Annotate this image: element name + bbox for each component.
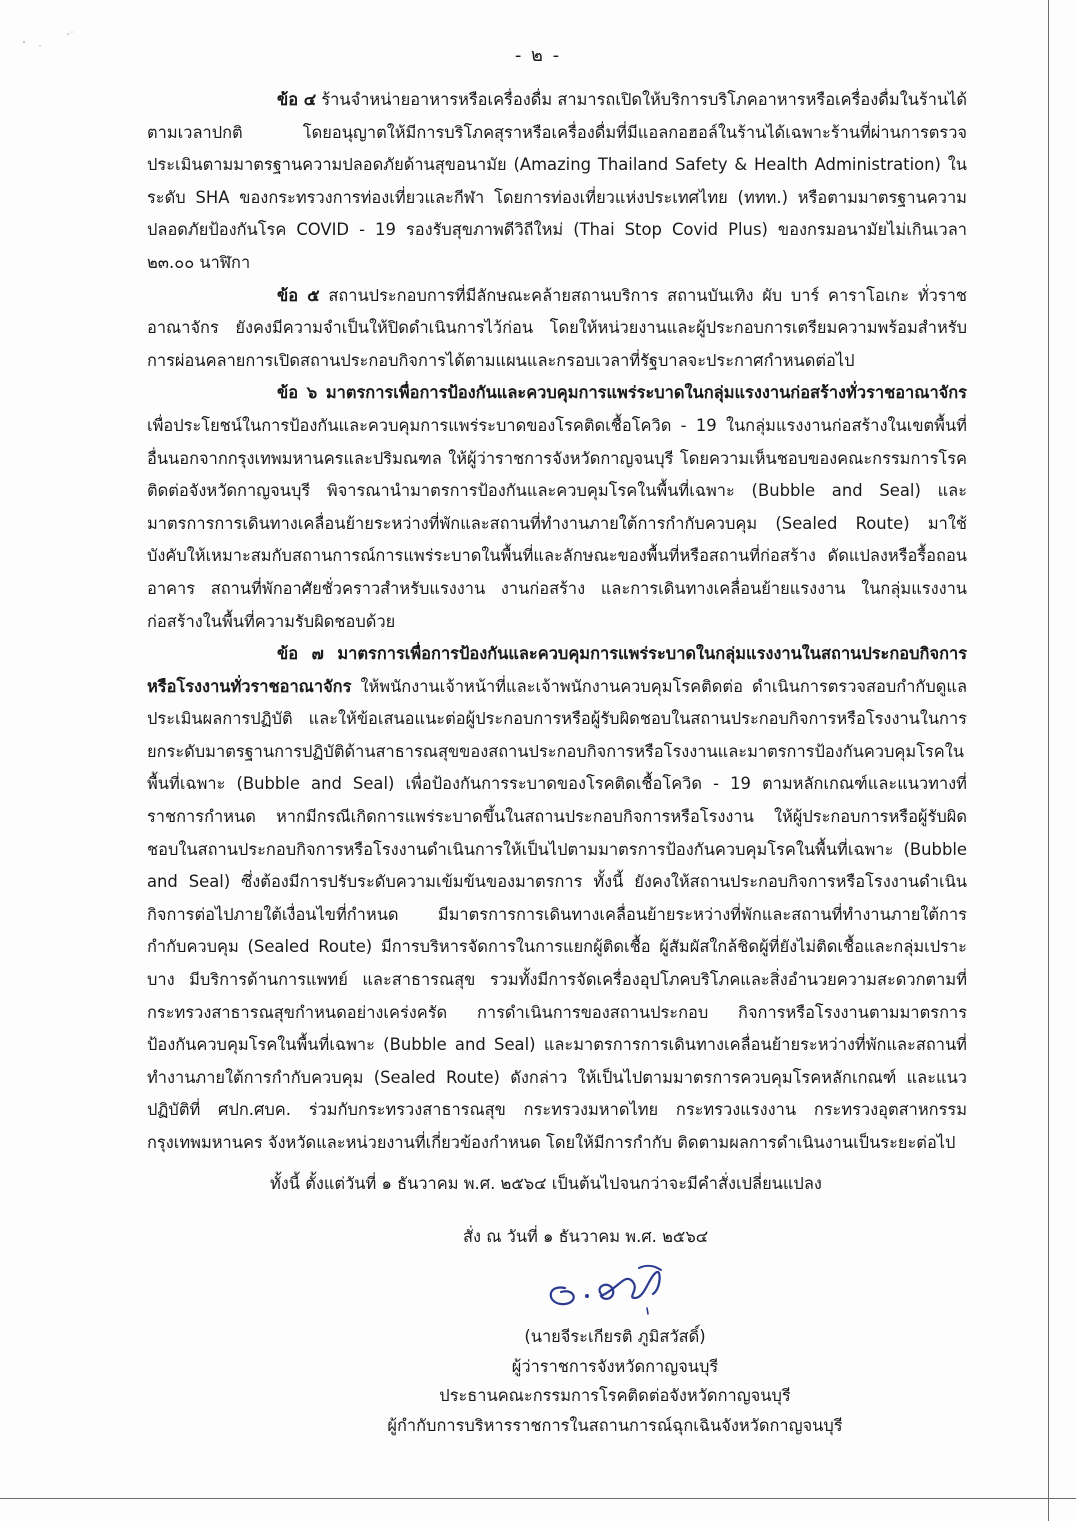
clause-7 — [147, 638, 967, 1160]
signatory-title: ประธานคณะกรรมการโรคติดต่อจังหวัดกาญจนบุรี — [439, 1386, 791, 1405]
signatory-title: ผู้ว่าราชการจังหวัดกาญจนบุรี — [511, 1356, 719, 1376]
clause-text: เพื่อประโยชน์ในการป้องกันและควบคุมการแพร่ระบาดของโรคติดเชื้อโควิด - 19 ในกลุ่มแรงงานก่อสร้างในเขตพื้นที่อื่นนอกจากกรุงเทพมหานครและปริมณฑล ให้ผู้ว่าราชการจังหวัดกาญจนบุรี โดยความเห็นชอบของคณะกรรมการโรคติดต่อจังหวัดกาญจนบุรี พิจารณานำมาตรการป้องกันและควบคุมโรคในพื้นที่เฉพาะ (Bubble and Seal) และมาตรการการเดินทางเคลื่อนย้ายระหว่างที่พักและสถานที่ทำงานภายใต้การกำกับควบคุม (Sealed Route) มาใช้บังคับให้เหมาะสมกับสถานการณ์การแพร่ระบาดในพื้นที่และลักษณะของพื้นที่หรือสถานที่ก่อสร้าง ดัดแปลงหรือรื้อถอนอาคาร สถานที่พักอาศัยชั่วคราวสำหรับแรงงาน งานก่อสร้าง และการเดินทางเคลื่อนย้ายแรงงาน ในกลุ่มแรงงานก่อสร้างในพื้นที่ความรับผิดชอบด้วย — [147, 415, 967, 631]
clause-text: ให้พนักงานเจ้าหน้าที่และเจ้าพนักงานควบคุมโรคติดต่อ ดำเนินการตรวจสอบกำกับดูแล ประเมินผลการปฏิบัติ และให้ข้อเสนอแนะต่อผู้ประกอบการหรือผู้รับผิดชอบในสถานประกอบกิจการหรือโรงงานในการยกระดับมาตรฐานการปฏิบัติด้านสาธารณสุขของสถานประกอบกิจการหรือโรงงานและมาตรการป้องกันควบคุมโรคในพื้นที่เฉพาะ (Bubble and Seal) เพื่อป้องกันการระบาดของโรคติดเชื้อโควิด - 19 ตามหลักเกณฑ์และแนวทางที่ราชการกำหนด หากมีกรณีเกิดการแพร่ระบาดขึ้นในสถานประกอบกิจการหรือโรงงาน ให้ผู้ประกอบการหรือผู้รับผิดชอบในสถานประกอบกิจการหรือโรงงานดำเนินการให้เป็นไปตามมาตรการป้องกันควบคุมโรคในพื้นที่เฉพาะ (Bubble and Seal) ซึ่งต้องมีการปรับระดับความเข้มข้นของมาตรการ ทั้งนี้ ยังคงให้สถานประกอบกิจการหรือโรงงานดำเนินกิจการต่อไปภายใต้เงื่อนไขที่กำหนด มีมาตรการการเดินทางเคลื่อนย้ายระหว่างที่พักและสถานที่ทำงานภายใต้การกำกับควบคุม (Sealed Route) มีการบริหารจัดการในการแยกผู้ติดเชื้อ ผู้สัมผัสใกล้ชิดผู้ที่ยังไม่ติดเชื้อและกลุ่มเปราะบาง มีบริการด้านการแพทย์ และสาธารณสุข รวมทั้งมีการจัดเครื่องอุปโภคบริโภคและสิ่งอำนวยความสะดวกตามที่กระทรวงสาธารณสุขกำหนดอย่างเคร่งครัด การดำเนินการของสถานประกอบ กิจการหรือโรงงานตามมาตรการป้องกันควบคุมโรคในพื้นที่เฉพาะ (Bubble and Seal) และมาตรการการเดินทางเคลื่อนย้ายระหว่างที่พักและสถานที่ทำงานภายใต้การกำกับควบคุม (Sealed Route) ดังกล่าว ให้เป็นไปตามมาตรการควบคุมโรคหลักเกณฑ์ และแนวปฏิบัติที่ ศปก.ศบค. ร่วมกับกระทรวงสาธารณสุข กระทรวงมหาดไทย กระทรวงแรงงาน กระทรวงอุตสาหกรรม กรุงเทพมหานคร จังหวัดและหน่วยงานที่เกี่ยวข้องกำหนด โดยให้มีการกำกับ ติดตามผลการดำเนินงานเป็นระยะต่อไป — [147, 676, 967, 1152]
clause-heading: ข้อ ๕ — [277, 285, 320, 305]
signatory-title: ผู้กำกับการบริหารราชการในสถานการณ์ฉุกเฉินจังหวัดกาญจนบุรี — [387, 1415, 843, 1435]
document-body — [147, 84, 967, 1160]
signature-image — [535, 1258, 695, 1320]
clause-4 — [147, 84, 967, 280]
clause-heading: ข้อ ๔ — [277, 90, 317, 109]
scan-edge-bottom — [0, 1498, 1076, 1499]
page-number: - ๒ - — [514, 45, 562, 66]
clause-heading: ข้อ ๖ มาตรการเพื่อการป้องกันและควบคุมการแพร่ระบาดในกลุ่มแรงงานก่อสร้างทั่วราชอาณาจักร — [277, 383, 967, 403]
clause-text: ร้านจำหน่ายอาหารหรือเครื่องดื่ม สามารถเปิดให้บริการบริโภคอาหารหรือเครื่องดื่มในร้านได้ตามเวลาปกติ โดยอนุญาตให้มีการบริโภคสุราหรือเครื่องดื่มที่มีแอลกอฮอล์ในร้านได้เฉพาะร้านที่ผ่านการตรวจประเมินตามมาตรฐานความปลอดภัยด้านสุขอนามัย (Amazing Thailand Safety & Health Administration) ในระดับ SHA ของกระทรวงการท่องเที่ยวและกีฬา โดยการท่องเที่ยวแห่งประเทศไทย (ททท.) หรือตามมาตรฐานความปลอดภัยป้องกันโรค COVID - 19 รองรับสุขภาพดีวิถีใหม่ (Thai Stop Covid Plus) ของกรมอนามัยไม่เกินเวลา ๒๓.๐๐ นาฬิกา — [147, 90, 968, 272]
clause-6 — [147, 377, 967, 638]
order-date: สั่ง ณ วันที่ ๑ ธันวาคม พ.ศ. ๒๕๖๔ — [463, 1227, 709, 1246]
effective-date-statement: ทั้งนี้ ตั้งแต่วันที่ ๑ ธันวาคม พ.ศ. ๒๕๖๔ เป็นต้นไปจนกว่าจะมีคำสั่งเปลี่ยนแปลง — [270, 1174, 822, 1193]
scan-edge-right — [1048, 0, 1049, 1521]
clause-5 — [147, 280, 967, 378]
clause-heading: ข้อ ๗ มาตรการเพื่อการป้องกันและควบคุมการแพร่ระบาดในกลุ่มแรงงานในสถานประกอบกิจการหรือโรงงานทั่วราชอาณาจักร — [147, 644, 967, 696]
signature-block — [330, 1322, 900, 1440]
clause-text: สถานประกอบการที่มีลักษณะคล้ายสถานบริการ สถานบันเทิง ผับ บาร์ คาราโอเกะ ทั่วราชอาณาจักร ยังคงมีความจำเป็นให้ปิดดำเนินการไว้ก่อน โดยให้หน่วยงานและผู้ประกอบการเตรียมความพร้อมสำหรับการผ่อนคลายการเปิดสถานประกอบกิจการได้ตามแผนและกรอบเวลาที่รัฐบาลจะประกาศกำหนดต่อไป — [147, 285, 967, 370]
signatory-name: (นายจีระเกียรติ ภูมิสวัสดิ์) — [524, 1327, 706, 1346]
